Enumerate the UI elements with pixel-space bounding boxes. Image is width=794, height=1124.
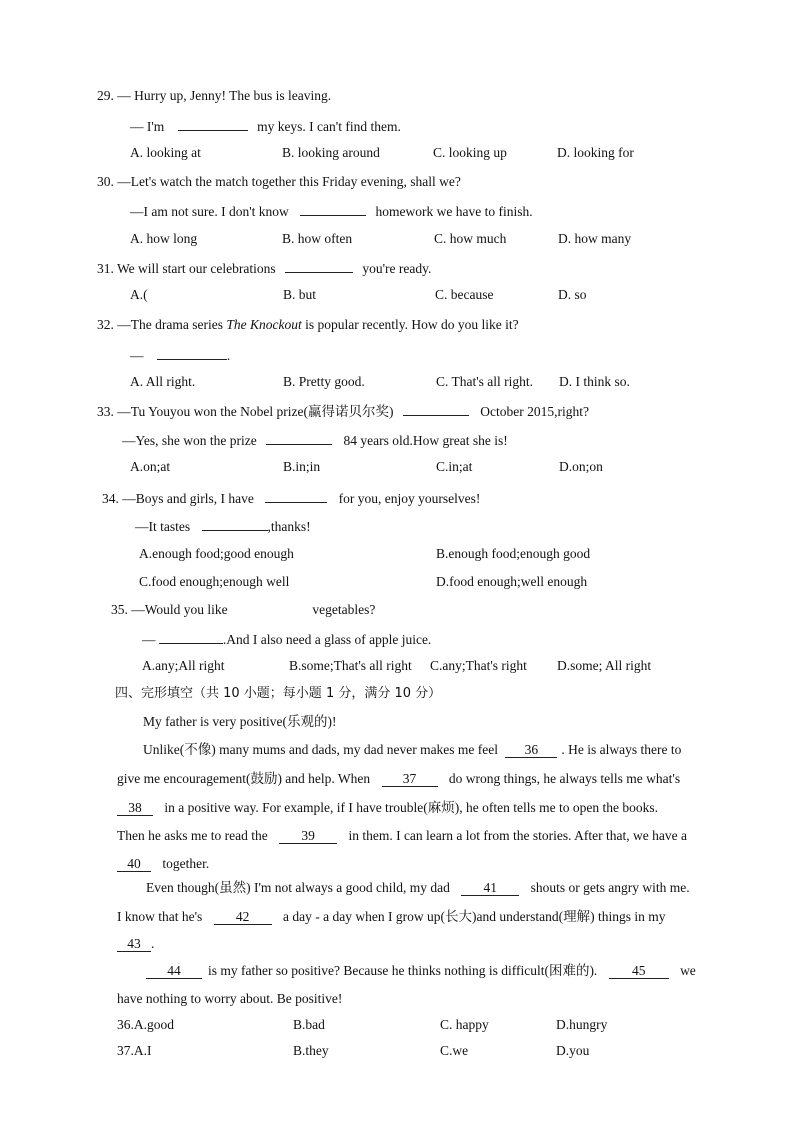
q35-text-a: 35. —Would you like (111, 602, 228, 617)
q32-option-d: D. I think so. (559, 374, 630, 389)
blank-42: 42 (214, 910, 272, 925)
q29-option-c: C. looking up (433, 145, 507, 160)
passage-text: in them. I can learn a lot from the stories. After that, we have a (348, 828, 687, 843)
q31-option-a: A.( (130, 287, 148, 302)
blank-40: 40 (117, 857, 151, 872)
q33-text-d: 84 years old.How great she is! (343, 433, 508, 448)
q29-option-a: A. looking at (130, 145, 201, 160)
passage-line (117, 856, 209, 872)
q31-option-c: C. because (435, 287, 494, 302)
passage-title: My father is very positive(乐观的)! (143, 714, 337, 729)
q30-text-b: homework we have to finish. (375, 204, 533, 219)
q35-line1 (111, 602, 375, 618)
q34-option-b: B.enough food;enough good (436, 546, 591, 561)
q32-blank (157, 346, 227, 360)
q35-text-b: vegetables? (312, 602, 376, 617)
q34-blank-2 (202, 517, 268, 531)
q35-text-c: .And I also need a glass of apple juice. (222, 632, 432, 647)
q36-option-c: C. happy (440, 1017, 489, 1032)
q30-option-c: C. how much (434, 231, 507, 246)
q30-blank (300, 202, 366, 216)
passage-text: do wrong things, he always tells me what's (448, 771, 681, 786)
q30-option-b: B. how often (282, 231, 353, 246)
q32-line2 (130, 346, 230, 364)
blank-38: 38 (117, 801, 153, 816)
passage-text: give me encouragement(鼓励) and help. When (117, 771, 371, 786)
q32-line1 (97, 317, 519, 333)
passage-text: is my father so positive? Because he thinks nothing is difficult(困难的). (208, 963, 598, 978)
q32-option-c: C. That's all right. (436, 374, 534, 389)
q31-option-d: D. so (558, 287, 587, 302)
passage-text: in a positive way. For example, if I have trouble(麻烦), he often tells me to open the books. (164, 800, 659, 815)
q37-option-c: C.we (440, 1043, 469, 1058)
q31-line1 (97, 259, 431, 277)
q33-text-b: October 2015,right? (480, 404, 589, 419)
passage-line (143, 742, 681, 758)
blank-36: 36 (505, 743, 557, 758)
passage-text: Then he asks me to read the (117, 828, 268, 843)
q29-blank (178, 117, 248, 131)
q32-option-b: B. Pretty good. (283, 374, 365, 389)
passage-line (146, 963, 696, 979)
passage-text: . He is always there to (561, 742, 682, 757)
q35-option-c: C.any;That's right (430, 658, 527, 673)
section-heading: 四、完形填空（共 10 小题；每小题 1 分，满分 10 分） (115, 686, 442, 701)
q30-option-d: D. how many (558, 231, 632, 246)
passage-text: shouts or gets angry with me. (530, 880, 690, 895)
q35-option-d: D.some; All right (557, 658, 652, 673)
q34-blank-1 (265, 489, 327, 503)
q34-text-b: for you, enjoy yourselves! (338, 491, 481, 506)
passage-text: . (151, 936, 155, 951)
q34-line1 (102, 489, 480, 507)
q33-line2 (122, 431, 508, 449)
blank-37: 37 (382, 772, 438, 787)
blank-45: 45 (609, 964, 669, 979)
q34-option-d: D.food enough;well enough (436, 574, 588, 589)
q32-drama-title: The Knockout (226, 317, 302, 332)
q29-text-b: my keys. I can't find them. (257, 119, 401, 134)
q30-text-a: —I am not sure. I don't know (130, 204, 289, 219)
q31-text-a: 31. We will start our celebrations (97, 261, 276, 276)
q34-text-a: 34. —Boys and girls, I have (102, 491, 254, 506)
q35-option-b: B.some;That's all right (289, 658, 412, 673)
q37-option-d: D.you (556, 1043, 590, 1058)
q34-option-c: C.food enough;enough well (139, 574, 290, 589)
passage-line (117, 771, 680, 787)
q35-dash: — (142, 632, 156, 647)
q33-text-a: 33. —Tu Youyou won the Nobel prize(赢得诺贝尔奖) (97, 404, 394, 419)
q33-option-d: D.on;on (559, 459, 603, 474)
q32-period: . (226, 348, 231, 363)
q35-option-a: A.any;All right (142, 658, 225, 673)
passage-text: Even though(虽然) I'm not always a good child, my dad (146, 880, 450, 895)
blank-39: 39 (279, 829, 337, 844)
q33-line1 (97, 402, 589, 420)
q32-dash: — (130, 348, 144, 363)
passage-text: I know that he's (117, 909, 203, 924)
q29-line1: 29. — Hurry up, Jenny! The bus is leaving. (97, 88, 332, 103)
blank-41: 41 (461, 881, 519, 896)
q36-option-d: D.hungry (556, 1017, 608, 1032)
q32-option-a: A. All right. (130, 374, 196, 389)
passage-line (117, 828, 687, 844)
q33-blank-1 (403, 402, 469, 416)
passage-line (117, 800, 658, 816)
passage-text: together. (162, 856, 210, 871)
q34-option-a: A.enough food;good enough (139, 546, 294, 561)
q29-option-d: D. looking for (557, 145, 634, 160)
q33-option-c: C.in;at (436, 459, 473, 474)
q33-blank-2 (266, 431, 332, 445)
q34-line2 (135, 517, 311, 535)
q29-line2 (130, 117, 401, 135)
q36-option-b: B.bad (293, 1017, 325, 1032)
q32-text-a: 32. —The drama series (97, 317, 223, 332)
q35-line2 (142, 630, 431, 648)
q31-text-b: you're ready. (362, 261, 432, 276)
q37-option-a: 37.A.I (117, 1043, 152, 1058)
q33-option-a: A.on;at (130, 459, 171, 474)
passage-line: have nothing to worry about. Be positive! (117, 991, 343, 1006)
q30-line2 (130, 202, 533, 220)
q32-text-b: is popular recently. How do you like it? (305, 317, 519, 332)
q35-blank (159, 630, 223, 644)
q31-option-b: B. but (283, 287, 317, 302)
q34-text-c: —It tastes (135, 519, 191, 534)
q34-text-d: ,thanks! (267, 519, 311, 534)
passage-line (146, 880, 690, 896)
q29-option-b: B. looking around (282, 145, 380, 160)
blank-44: 44 (146, 964, 202, 979)
passage-text: we (680, 963, 696, 978)
q37-option-b: B.they (293, 1043, 329, 1058)
q31-blank (285, 259, 353, 273)
q36-option-a: 36.A.good (117, 1017, 174, 1032)
q33-text-c: —Yes, she won the prize (122, 433, 257, 448)
q33-option-b: B.in;in (283, 459, 321, 474)
passage-line (117, 936, 154, 952)
q30-option-a: A. how long (130, 231, 198, 246)
passage-text: a day - a day when I grow up(长大)and understand(理解) things in my (283, 909, 666, 924)
q30-line1: 30. —Let's watch the match together this Friday evening, shall we? (97, 174, 461, 189)
passage-text: Unlike(不像) many mums and dads, my dad never makes me feel (143, 742, 499, 757)
blank-43: 43 (117, 937, 151, 952)
passage-line (117, 909, 665, 925)
q29-text-a: — I'm (130, 119, 165, 134)
